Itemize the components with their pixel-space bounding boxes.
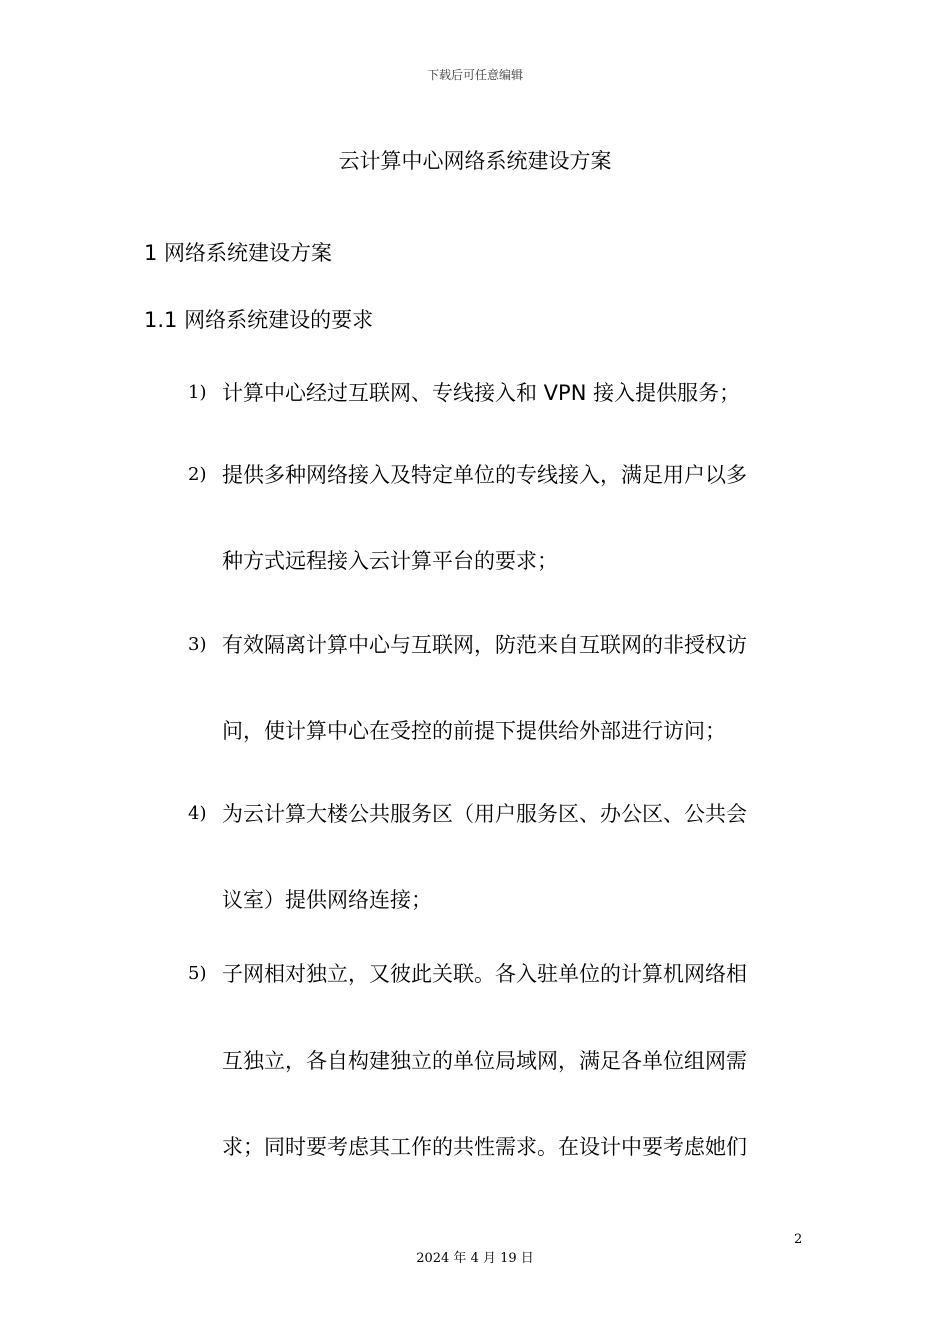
footer-date: 2024 年 4 月 19 日 (416, 1251, 534, 1266)
list-item-number: 2) (188, 464, 207, 485)
list-item-line: 种方式远程接入云计算平台的要求； (222, 549, 558, 573)
list-item-line: 求；同时要考虑其工作的共性需求。在设计中要考虑她们 (222, 1135, 747, 1159)
list-item-line: 提供多种网络接入及特定单位的专线接入，满足用户以多 (222, 463, 747, 487)
list-item-number: 3) (188, 634, 207, 655)
section-heading-1-1: 1.1 网络系统建设的要求 (144, 308, 374, 332)
list-item-line: 为云计算大楼公共服务区（用户服务区、办公区、公共会 (222, 802, 747, 826)
header-note: 下载后可任意编辑 (426, 68, 523, 82)
list-item-line: 子网相对独立，又彼此关联。各入驻单位的计算机网络相 (222, 962, 747, 986)
section-heading-1: 1 网络系统建设方案 (144, 241, 333, 265)
list-item-number: 4) (188, 803, 207, 824)
list-item-number: 5) (188, 963, 207, 984)
page-number: 2 (794, 1232, 803, 1247)
list-item-number: 1) (188, 382, 207, 403)
document-title: 云计算中心网络系统建设方案 (338, 149, 612, 173)
list-item-line: 互独立，各自构建独立的单位局域网，满足各单位组网需 (222, 1049, 747, 1073)
list-item-line: 议室）提供网络连接； (222, 888, 432, 912)
list-item-line: 问，使计算中心在受控的前提下提供给外部进行访问； (222, 719, 726, 743)
list-item-line: 有效隔离计算中心与互联网，防范来自互联网的非授权访 (222, 633, 747, 657)
list-item-line: 计算中心经过互联网、专线接入和 VPN 接入提供服务； (222, 381, 741, 405)
